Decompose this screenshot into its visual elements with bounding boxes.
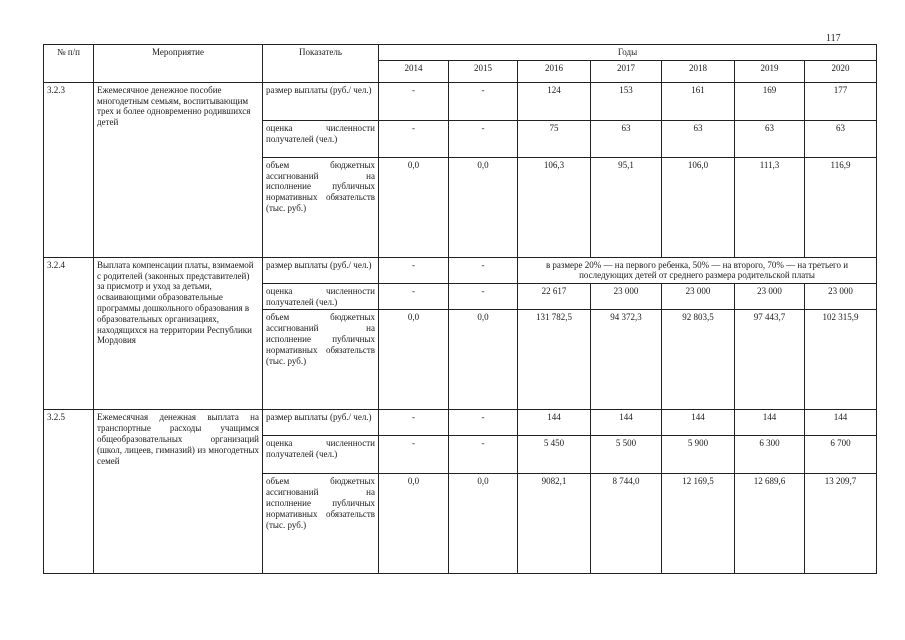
value-cell: - [449, 410, 518, 436]
value-cell: 144 [591, 410, 662, 436]
row-number: 3.2.4 [44, 257, 94, 410]
header-years: Годы [379, 45, 877, 61]
payment-size-merged-text: в размере 20% — на первого ребенка, 50% — на второго, 70% — на третьего и последующих детей от среднего размера родительской платы [518, 257, 877, 283]
value-cell: 5 900 [662, 436, 735, 474]
value-cell: 102 315,9 [805, 310, 877, 410]
header-indicator: Показатель [263, 45, 379, 83]
value-cell: - [449, 257, 518, 283]
value-cell: 106,3 [518, 157, 591, 257]
table-row [44, 257, 877, 283]
value-cell: 23 000 [591, 283, 662, 310]
value-cell: 169 [735, 82, 805, 120]
value-cell: 12 689,6 [735, 474, 805, 574]
value-cell: 0,0 [449, 157, 518, 257]
value-cell: 12 169,5 [662, 474, 735, 574]
value-cell: 131 782,5 [518, 310, 591, 410]
value-cell: 0,0 [379, 474, 449, 574]
value-cell: 144 [735, 410, 805, 436]
table-row [44, 82, 877, 120]
indicator-label: объем бюджетных ассигнований на исполнение публичных нормативных обязательств (тыс. руб.) [263, 474, 379, 574]
value-cell: 6 300 [735, 436, 805, 474]
value-cell: 94 372,3 [591, 310, 662, 410]
header-year: 2017 [591, 60, 662, 82]
value-cell: - [449, 283, 518, 310]
value-cell: 124 [518, 82, 591, 120]
value-cell: - [449, 436, 518, 474]
value-cell: 153 [591, 82, 662, 120]
page-number: 117 [826, 33, 841, 44]
value-cell: 144 [805, 410, 877, 436]
value-cell: - [379, 410, 449, 436]
value-cell: 0,0 [449, 474, 518, 574]
value-cell: 161 [662, 82, 735, 120]
indicator-label: объем бюджетных ассигнований на исполнение публичных нормативных обязательств (тыс. руб.) [263, 310, 379, 410]
header-event: Мероприятие [94, 45, 263, 83]
table-row [44, 410, 877, 436]
event-name: Ежемесячная денежная выплата на транспортные расходы учащимся общеобразовательных организаций (школ, лицеев, гимназий) из многодетных семей [94, 410, 263, 574]
header-year: 2018 [662, 60, 735, 82]
value-cell: 63 [735, 120, 805, 157]
value-cell: 63 [591, 120, 662, 157]
value-cell: 5 450 [518, 436, 591, 474]
value-cell: 0,0 [449, 310, 518, 410]
header-year: 2016 [518, 60, 591, 82]
header-year: 2019 [735, 60, 805, 82]
value-cell: - [379, 436, 449, 474]
value-cell: 111,3 [735, 157, 805, 257]
header-year: 2015 [449, 60, 518, 82]
header-year: 2020 [805, 60, 877, 82]
value-cell: 9082,1 [518, 474, 591, 574]
value-cell: 144 [518, 410, 591, 436]
indicator-label: объем бюджетных ассигнований на исполнение публичных нормативных обязательств (тыс. руб.) [263, 157, 379, 257]
value-cell: 23 000 [662, 283, 735, 310]
value-cell: 92 803,5 [662, 310, 735, 410]
value-cell: 116,9 [805, 157, 877, 257]
value-cell: - [379, 120, 449, 157]
event-name: Ежемесячное денежное пособие многодетным семьям, воспитывающим трех и более одновременно родившихся детей [94, 82, 263, 257]
indicator-label: оценка численности получателей (чел.) [263, 436, 379, 474]
value-cell: - [449, 120, 518, 157]
value-cell: 177 [805, 82, 877, 120]
value-cell: 0,0 [379, 157, 449, 257]
value-cell: 0,0 [379, 310, 449, 410]
value-cell: - [379, 82, 449, 120]
value-cell: 63 [805, 120, 877, 157]
value-cell: 144 [662, 410, 735, 436]
value-cell: 8 744,0 [591, 474, 662, 574]
value-cell: 106,0 [662, 157, 735, 257]
value-cell: 97 443,7 [735, 310, 805, 410]
indicator-label: оценка численности получателей (чел.) [263, 120, 379, 157]
header-year: 2014 [379, 60, 449, 82]
indicator-label: размер выплаты (руб./ чел.) [263, 82, 379, 120]
value-cell: 63 [662, 120, 735, 157]
indicator-label: размер выплаты (руб./ чел.) [263, 410, 379, 436]
value-cell: 23 000 [805, 283, 877, 310]
value-cell: 75 [518, 120, 591, 157]
row-number: 3.2.3 [44, 82, 94, 257]
value-cell: 5 500 [591, 436, 662, 474]
row-number: 3.2.5 [44, 410, 94, 574]
value-cell: 6 700 [805, 436, 877, 474]
value-cell: - [449, 82, 518, 120]
value-cell: 22 617 [518, 283, 591, 310]
indicator-label: размер выплаты (руб./ чел.) [263, 257, 379, 283]
value-cell: 23 000 [735, 283, 805, 310]
measures-table [43, 44, 877, 574]
header-num: № п/п [44, 45, 94, 83]
value-cell: 13 209,7 [805, 474, 877, 574]
indicator-label: оценка численности получателей (чел.) [263, 283, 379, 310]
value-cell: - [379, 257, 449, 283]
event-name: Выплата компенсации платы, взимаемой с родителей (законных представителей) за присмотр и уход за детьми, осваивающими образовательные программы дошкольного образования в образовательных организациях, находящихся на территории Республики Мордовия [94, 257, 263, 410]
value-cell: - [379, 283, 449, 310]
value-cell: 95,1 [591, 157, 662, 257]
